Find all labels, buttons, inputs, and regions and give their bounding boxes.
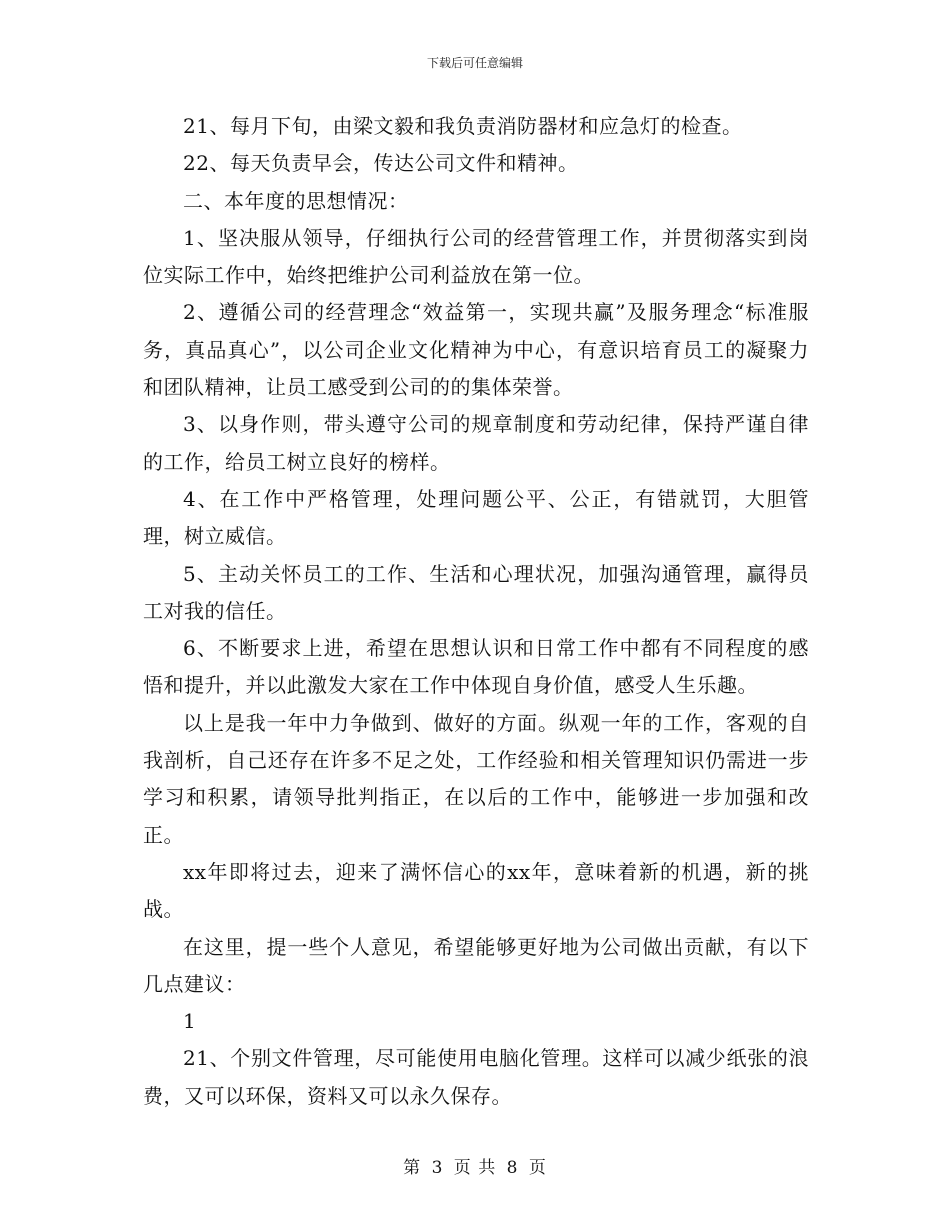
footer-middle: 页 共 xyxy=(453,1158,497,1178)
paragraph: 21、个别文件管理，尽可能使用电脑化管理。这样可以减少纸张的浪费，又可以环保，资料又可以永久保存。 xyxy=(143,1046,809,1108)
paragraph: 1、坚决服从领导，仔细执行公司的经营管理工作，并贯彻落实到岗位实际工作中，始终把维护公司利益放在第一位。 xyxy=(143,225,809,288)
page-footer xyxy=(0,1153,950,1178)
current-page-number: 3 xyxy=(431,1158,444,1178)
paragraph: xx年即将过去，迎来了满怀信心的xx年，意味着新的机遇，新的挑战。 xyxy=(143,859,809,922)
paragraph: 以上是我一年中力争做到、做好的方面。纵观一年的工作，客观的自我剖析，自己还存在许多不足之处，工作经验和相关管理知识仍需进一步学习和积累，请领导批判指正，在以后的工作中，能够进一步加强和改正。 xyxy=(143,710,809,847)
paragraph: 4、在工作中严格管理，处理问题公平、公正，有错就罚，大胆管理，树立威信。 xyxy=(143,486,809,549)
paragraph: 2、遵循公司的经营理念“效益第一，实现共赢”及服务理念“标准服务，真品真心”，以公司企业文化精神为中心，有意识培育员工的凝聚力和团队精神，让员工感受到公司的的集体荣誉。 xyxy=(143,300,809,400)
section-heading: 二、本年度的思想情况： xyxy=(183,188,409,213)
paragraph: 21、每月下旬，由梁文毅和我负责消防器材和应急灯的检查。 xyxy=(183,114,743,138)
footer-prefix: 第 xyxy=(403,1158,422,1178)
total-pages-number: 8 xyxy=(506,1158,519,1178)
document-body xyxy=(143,108,809,1115)
header-note: 下载后可任意编辑 xyxy=(426,56,523,70)
paragraph: 22、每天负责早会，传达公司文件和精神。 xyxy=(183,151,579,176)
paragraph: 5、主动关怀员工的工作、生活和心理状况，加强沟通管理，赢得员工对我的信任。 xyxy=(143,561,809,623)
paragraph: 1 xyxy=(183,1009,197,1034)
footer-suffix: 页 xyxy=(528,1158,547,1178)
paragraph: 在这里，提一些个人意见，希望能够更好地为公司做出贡献，有以下几点建议： xyxy=(143,934,809,996)
paragraph: 6、不断要求上进，希望在思想认识和日常工作中都有不同程度的感悟和提升，并以此激发大家在工作中体现自身价值，感受人生乐趣。 xyxy=(143,636,809,698)
paragraph: 3、以身作则，带头遵守公司的规章制度和劳动纪律，保持严谨自律的工作，给员工树立良好的榜样。 xyxy=(143,412,809,474)
